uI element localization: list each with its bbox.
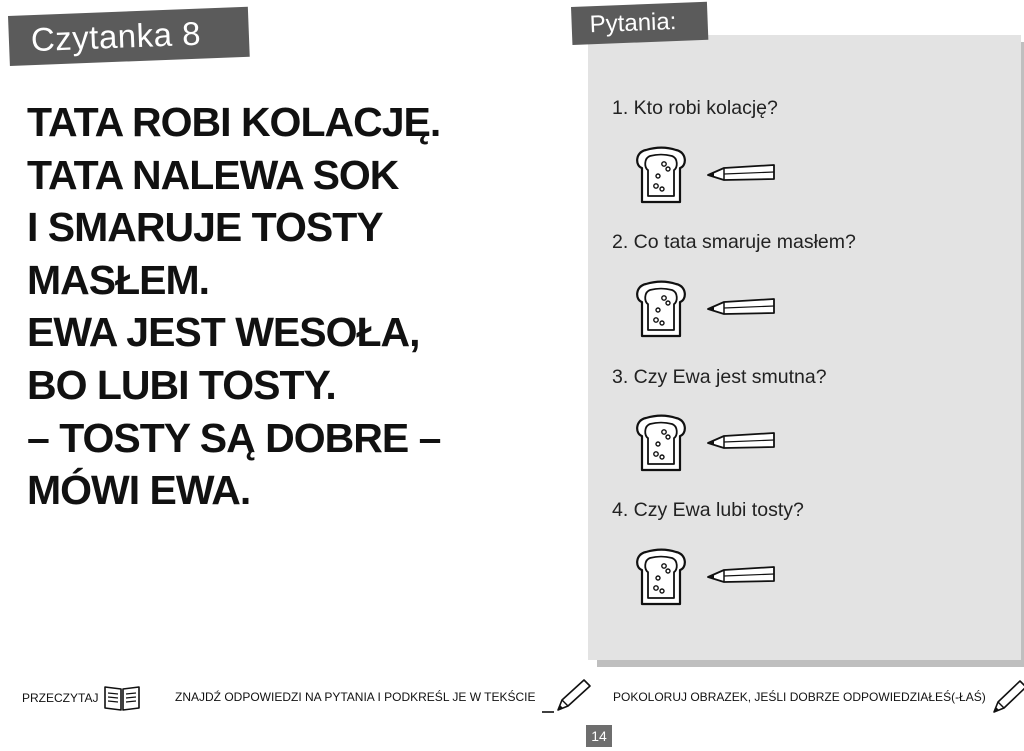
open-book-icon [102,684,142,712]
story-line: MÓWI EWA. [27,467,251,514]
story-line: – TOSTY SĄ DOBRE – [27,414,441,461]
footer-find-label: ZNAJDŹ ODPOWIEDZI NA PYTANIA I PODKREŚL JE W TEKŚCIE [175,690,536,704]
story-line: I SMARUJE TOSTY [27,204,383,251]
questions-heading-tag [571,2,708,45]
pencil-underline-icon [540,678,592,716]
answer-row-3 [634,414,794,472]
pencil-icon [706,162,776,184]
reading-title: Czytanka 8 [30,14,202,59]
toast-icon [634,146,688,204]
story-line: MASŁEM. [27,256,210,303]
footer-color [613,678,1024,716]
story-line: BO LUBI TOSTY. [27,361,336,408]
reading-title-tag [8,7,250,66]
toast-icon [634,414,688,472]
question-3: 3. Czy Ewa jest smutna? [612,366,827,388]
story-line: TATA ROBI KOLACJĘ. [27,99,441,145]
pencil-icon [706,430,776,452]
answer-row-4 [634,548,794,606]
question-4: 4. Czy Ewa lubi tosty? [612,499,804,521]
footer-find [175,678,592,716]
footer-color-label: POKOLORUJ OBRAZEK, JEŚLI DOBRZE ODPOWIEDZIAŁEŚ(-ŁAŚ) [613,690,986,704]
answer-row-2 [634,280,794,338]
story-text [27,96,567,517]
question-1: 1. Kto robi kolację? [612,97,778,119]
story-line: TATA NALEWA SOK [27,151,399,198]
answer-row-1 [634,146,794,204]
pencil-icon [706,564,776,586]
toast-icon [634,548,688,606]
story-line: EWA JEST WESOŁA, [27,309,420,356]
toast-icon [634,280,688,338]
page-number: 14 [586,725,612,747]
pencil-icon [990,678,1024,716]
question-2: 2. Co tata smaruje masłem? [612,231,856,253]
pencil-icon [706,296,776,318]
questions-heading: Pytania: [589,7,677,39]
footer-read-label: PRZECZYTAJ [22,691,99,705]
footer-read [22,684,142,712]
